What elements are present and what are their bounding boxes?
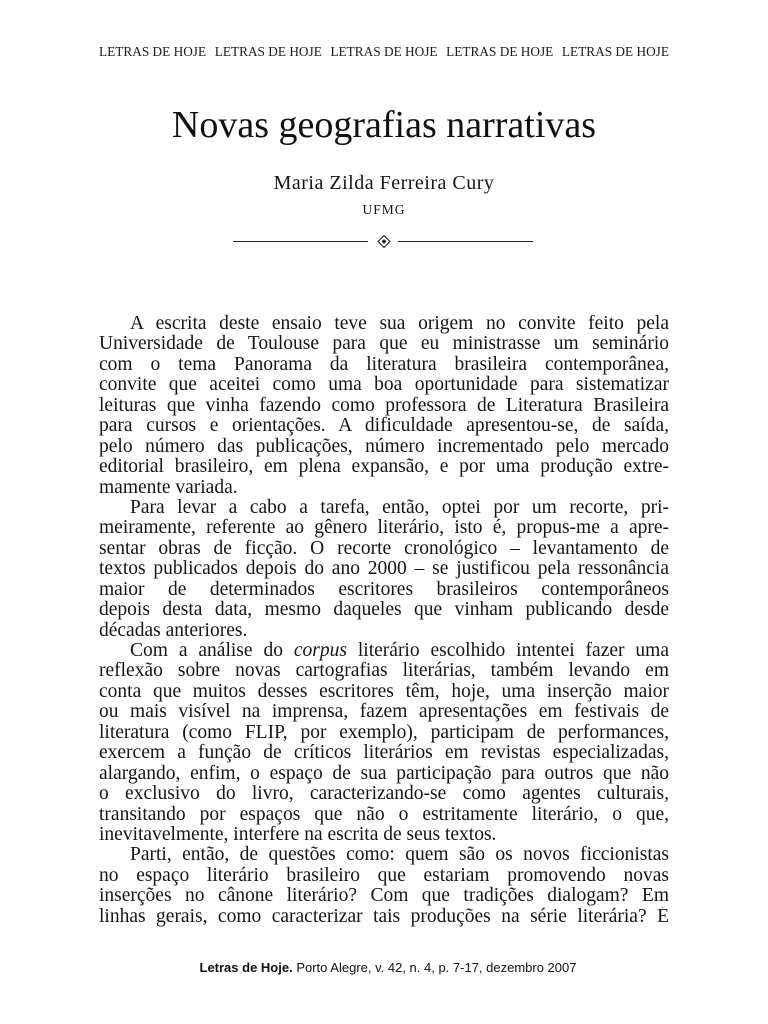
ornament-diamond-center bbox=[382, 239, 387, 244]
page-footer bbox=[0, 960, 768, 976]
body-line-text: literário escolhido intentei fazer uma bbox=[346, 641, 669, 661]
body-line-text: Com a análise do bbox=[130, 641, 294, 661]
body-line: inevitavelmente, interfere na escrita de seus textos. bbox=[99, 824, 497, 845]
body-line: alargando, enfim, o espaço de sua participação para outros que não bbox=[99, 763, 669, 784]
paragraph bbox=[99, 498, 669, 641]
body-line: convite que aceitei como uma boa oportunidade para sistematizar bbox=[99, 375, 669, 396]
body-line: textos publicados depois do ano 2000 – se justificou pela ressonância bbox=[99, 559, 669, 580]
body-line: mamente variada. bbox=[99, 477, 238, 498]
body-line bbox=[99, 641, 669, 661]
author-name: Maria Zilda Ferreira Cury bbox=[273, 172, 495, 194]
body-line: conta que muitos desses escritores têm, hoje, uma inserção maior bbox=[99, 681, 669, 702]
body-line: editorial brasileiro, em plena expansão, e por uma produção extre- bbox=[99, 457, 669, 478]
body-line: meiramente, referente ao gênero literário, isto é, propus-me a apre- bbox=[99, 518, 669, 539]
body-line: depois desta data, mesmo daqueles que vinham publicando desde bbox=[99, 600, 669, 621]
body-line: ou mais visível na imprensa, fazem apresentações em festivais de bbox=[99, 702, 669, 723]
italic-term: corpus bbox=[293, 641, 347, 661]
running-header-item: LETRAS DE HOJE bbox=[446, 44, 554, 59]
body-line: com o tema Panorama da literatura brasileira contemporânea, bbox=[99, 354, 669, 375]
body-line: no espaço literário brasileiro que estariam promovendo novas bbox=[99, 865, 669, 886]
footer-citation: Porto Alegre, v. 42, n. 4, p. 7-17, dezembro 2007 bbox=[296, 960, 577, 975]
body-line: linhas gerais, como caracterizar tais produções na série literária? É bbox=[99, 906, 669, 927]
running-header-item: LETRAS DE HOJE bbox=[330, 44, 438, 59]
body-line: Para levar a cabo a tarefa, então, optei por um recorte, pri- bbox=[130, 497, 669, 518]
article-body bbox=[99, 314, 669, 927]
body-line: transitando por espaços que não o estritamente literário, o que, bbox=[99, 804, 669, 825]
body-line: décadas anteriores. bbox=[99, 620, 248, 641]
body-line: Universidade de Toulouse para que eu ministrasse um seminário bbox=[99, 334, 669, 355]
body-line: o exclusivo do livro, caracterizando-se como agentes culturais, bbox=[99, 784, 669, 805]
body-line: literatura (como FLIP, por exemplo), participam de performances, bbox=[99, 722, 669, 743]
body-line: reflexão sobre novas cartografias literárias, também levando em bbox=[99, 661, 669, 682]
body-line: sentar obras de ficção. O recorte cronológico – levantamento de bbox=[99, 538, 669, 559]
running-header-item: LETRAS DE HOJE bbox=[214, 44, 322, 59]
body-line: A escrita deste ensaio teve sua origem no convite feito pela bbox=[130, 314, 669, 334]
article-title: Novas geografias narrativas bbox=[171, 104, 597, 146]
body-line: maior de determinados escritores brasileiros contemporâneos bbox=[99, 579, 669, 600]
running-header-item: LETRAS DE HOJE bbox=[99, 44, 207, 59]
body-line: leituras que vinha fazendo como professora de Literatura Brasileira bbox=[99, 395, 669, 416]
paragraph bbox=[99, 641, 669, 845]
ornament-divider bbox=[232, 233, 536, 249]
paragraph bbox=[99, 845, 669, 927]
body-line: inserções no cânone literário? Com que tradições dialogam? Em bbox=[99, 886, 669, 907]
body-line: exercem a função de críticos literários em revistas especializadas, bbox=[99, 743, 669, 764]
author-affiliation: UFMG bbox=[362, 202, 406, 217]
body-line: para cursos e orientações. A dificuldade apresentou-se, de saída, bbox=[99, 416, 669, 437]
running-header bbox=[99, 44, 669, 60]
body-line: Parti, então, de questões como: quem são os novos ficcionistas bbox=[130, 845, 669, 866]
footer-journal-name: Letras de Hoje. bbox=[199, 960, 293, 975]
paragraph bbox=[99, 314, 669, 498]
running-header-item: LETRAS DE HOJE bbox=[561, 44, 669, 59]
body-line: pelo número das publicações, número incrementado pelo mercado bbox=[99, 436, 669, 457]
